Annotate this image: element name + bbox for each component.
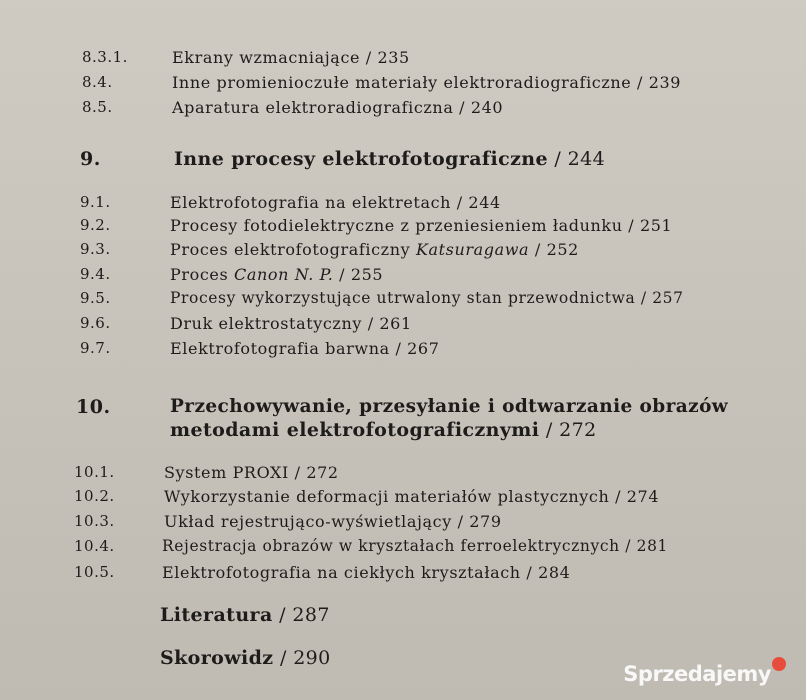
entry-number: 9.1. [80,193,111,211]
entry-number: 10.2. [74,487,115,505]
entry-title: Wykorzystanie deformacji materiałów plastycznych / 274 [164,487,660,506]
entry-number: 8.3.1. [82,48,128,66]
chapter-heading [0,396,806,420]
chapter-heading [0,148,806,172]
toc-entry [0,537,806,561]
chapter-title-line1: Przechowywanie, przesyłanie i odtwarzanie obrazów [170,396,729,417]
chapter-title-line2: metodami elektrofotograficznymi / 272 [170,419,597,441]
entry-title: Rejestracja obrazów w kryształach ferroelektrycznych / 281 [162,537,668,555]
entry-number: 8.5. [82,98,113,116]
entry-number: 10.4. [74,537,115,555]
toc-entry [0,463,806,487]
toc-entry [0,339,806,363]
skorowidz-heading: Skorowidz / 290 [160,647,331,669]
entry-title: Inne promienioczułe materiały elektroradiograficzne / 239 [172,73,682,92]
entry-number: 9.6. [80,314,111,332]
entry-title: Układ rejestrująco-wyświetlający / 279 [164,512,502,531]
toc-entry [0,563,806,587]
entry-number: 9.7. [80,339,111,357]
toc-entry [0,73,806,97]
toc-entry [0,240,806,264]
watermark-logo: Sprzedajemy [623,662,786,686]
entry-title: Aparatura elektroradiograficzna / 240 [172,98,504,117]
entry-title: System PROXI / 272 [164,463,339,482]
entry-title: Elektrofotografia na elektretach / 244 [170,193,501,212]
toc-entry [0,216,806,240]
toc-entry [0,98,806,122]
entry-title: Procesy fotodielektryczne z przeniesieniem ładunku / 251 [170,216,673,235]
entry-number: 9.2. [80,216,111,234]
entry-title: Druk elektrostatyczny / 261 [170,314,412,333]
chapter-number: 9. [80,148,101,170]
entry-number: 10.3. [74,512,115,530]
chapter-number: 10. [76,396,111,418]
toc-entry [0,48,806,72]
entry-number: 10.1. [74,463,115,481]
entry-number: 9.4. [80,265,111,283]
chapter-title: Inne procesy elektrofotograficzne / 244 [174,148,606,170]
toc-entry [0,314,806,338]
entry-number: 9.3. [80,240,111,258]
entry-number: 8.4. [82,73,113,91]
entry-title: Ekrany wzmacniające / 235 [172,48,410,67]
chapter-heading-continued [0,419,806,443]
literatura-heading: Literatura / 287 [160,604,330,626]
toc-entry [0,512,806,536]
toc-entry [0,265,806,289]
entry-title: Proces Canon N. P. / 255 [170,265,384,284]
entry-title: Proces elektrofotograficzny Katsuragawa / 252 [170,240,579,259]
entry-title: Procesy wykorzystujące utrwalony stan przewodnictwa / 257 [170,289,684,307]
entry-title: Elektrofotografia na ciekłych kryształach / 284 [162,563,571,582]
entry-number: 9.5. [80,289,111,307]
toc-entry [0,193,806,217]
logo-dot-icon [772,657,786,671]
toc-entry [0,289,806,313]
entry-number: 10.5. [74,563,115,581]
entry-title: Elektrofotografia barwna / 267 [170,339,440,358]
toc-entry [0,487,806,511]
